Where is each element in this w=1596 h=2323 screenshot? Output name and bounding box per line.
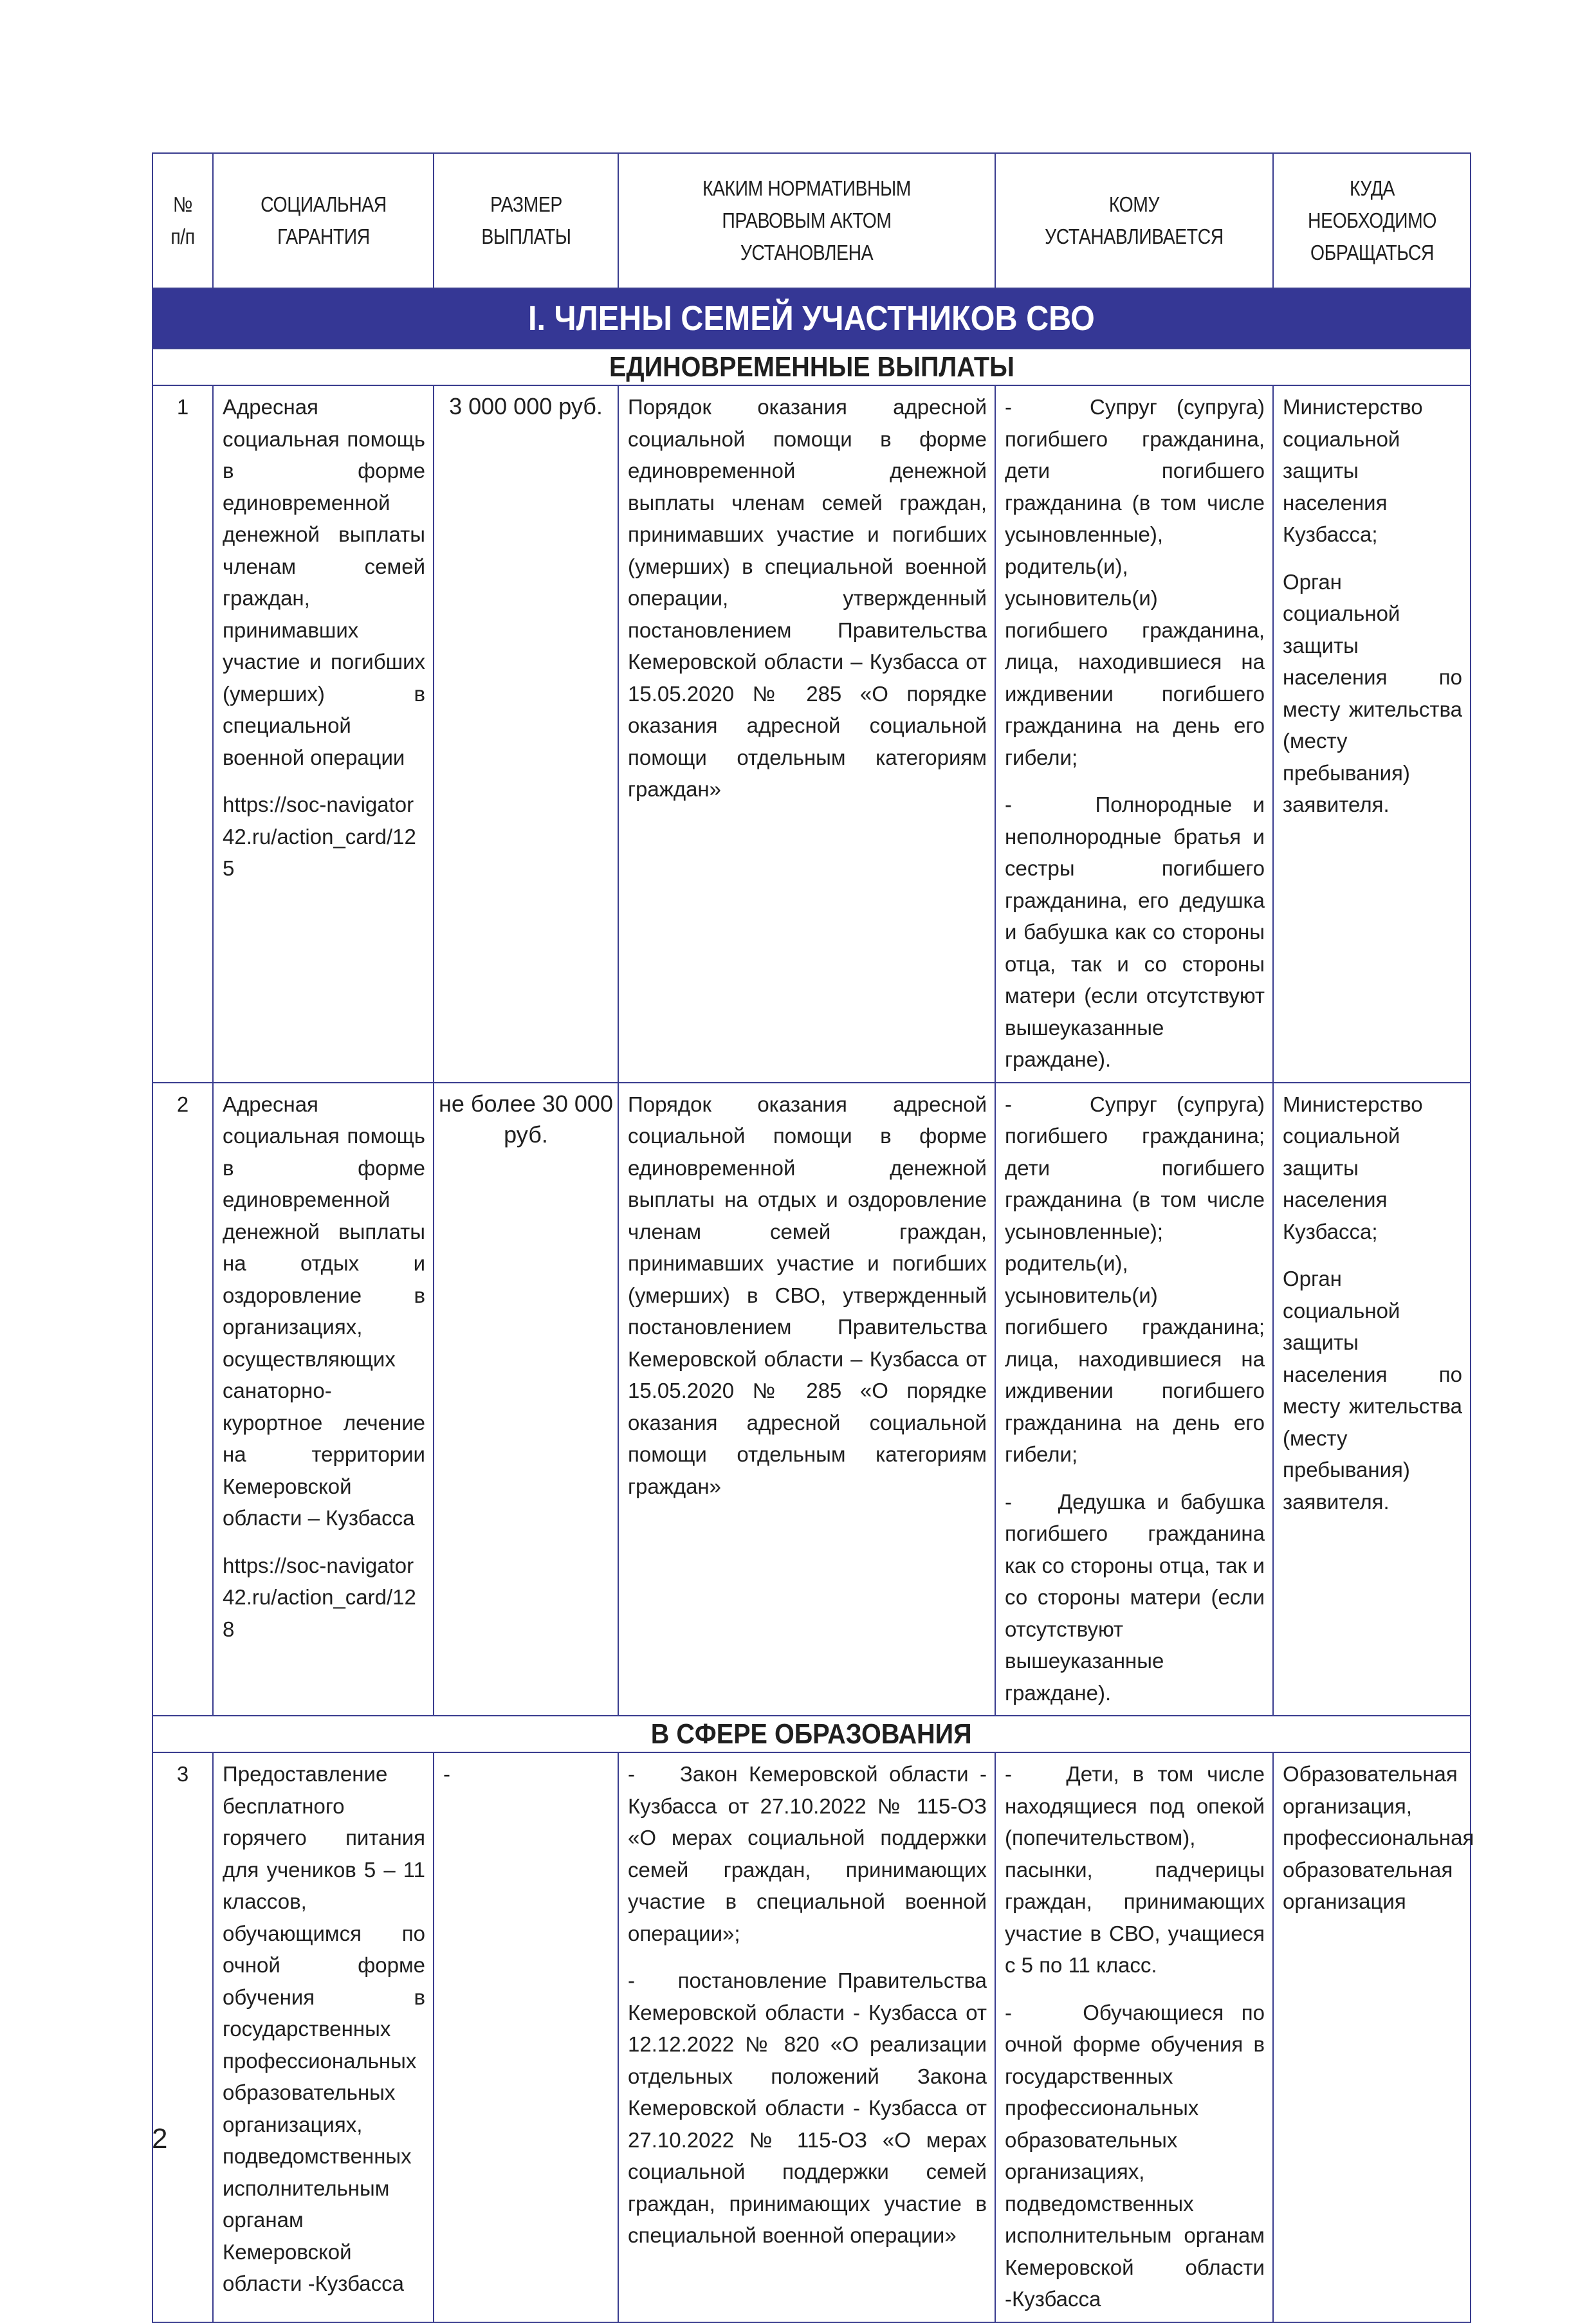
whom-item: - Полнородные и неполнородные братья и сестры погибшего гражданина, его дедушка и бабушка как со стороны отца, так и со стороны матери (если отсутствуют вышеуказанные граждане). [1005, 793, 1265, 1071]
subsection-title-education: В СФЕРЕ ОБРАЗОВАНИЯ [152, 1716, 1471, 1752]
whom-cell [995, 1083, 1273, 1716]
header-guarantee: СОЦИАЛЬНАЯ ГАРАНТИЯ [213, 153, 434, 288]
row-number: 3 [152, 1752, 213, 2322]
guarantee-cell [213, 385, 434, 1083]
table-row [152, 1752, 1471, 2322]
header-num: № п/п [152, 153, 213, 288]
where-cell [1273, 1083, 1471, 1716]
guarantee-text: Адресная социальная помощь в форме единовременной денежной выплаты членам семей граждан, принимавших участие и погибших (умерших) в специальной военной операции [223, 395, 425, 769]
guarantee-cell [213, 1083, 434, 1716]
header-whom: КОМУ УСТАНАВЛИВАЕТСЯ [995, 153, 1273, 288]
table-header-row [152, 153, 1471, 288]
table-row [152, 385, 1471, 1083]
act-text: Порядок оказания адресной социальной помощи в форме единовременной денежной выплаты на отдых и оздоровление членам семей граждан, принимавших участие и погибших (умерших) в СВО, утвержденный постановлением Правительства Кемеровской области – Кузбасса от 15.05.2020 № 285 «О порядке оказания адресной социальной помощи отдельным категориям граждан» [628, 1092, 987, 1498]
whom-item: - Обучающиеся по очной форме обучения в государственных профессиональных образовательных организациях, подведомственных исполнительным органам Кемеровской области -Кузбасса [1005, 2000, 1265, 2311]
whom-cell [995, 385, 1273, 1083]
page-number: 2 [152, 2123, 168, 2154]
where-item: Образовательная организация, профессиональная образовательная организация [1283, 1762, 1474, 1913]
subsection-row-lump-sum [152, 349, 1471, 385]
where-item: Министерство социальной защиты населения Кузбасса; [1283, 395, 1423, 546]
where-item: Орган социальной защиты населения по месту жительства (месту пребывания) заявителя. [1283, 569, 1462, 816]
act-cell [618, 1083, 995, 1716]
guarantee-link[interactable]: https://soc-navigator42.ru/action_card/128 [223, 1553, 416, 1641]
whom-cell [995, 1752, 1273, 2322]
subsection-row-education [152, 1716, 1471, 1752]
act-cell [618, 385, 995, 1083]
guarantee-text: Предоставление бесплатного горячего питания для учеников 5 – 11 классов, обучающимся по очной форме обучения в государственных профессиональных образовательных организациях, подведомственных исполнительным органам Кемеровской области -Кузбасса [223, 1762, 425, 2295]
amount-value: 3 000 000 руб. [434, 385, 618, 1083]
row-number: 2 [152, 1083, 213, 1716]
amount-value: не более 30 000 руб. [434, 1083, 618, 1716]
act-item: - постановление Правительства Кемеровской области - Кузбасса от 12.12.2022 № 820 «О реализации отдельных положений Закона Кемеровской области - Кузбасса от 27.10.2022 № 115-ОЗ «О мерах социальной поддержки семей граждан, принимающих участие в специальной военной операции» [628, 1969, 987, 2247]
whom-item: - Дети, в том числе находящиеся под опекой (попечительством), пасынки, падчерицы граждан, принимающих участие в СВО, учащиеся с 5 по 11 класс. [1005, 1762, 1265, 1977]
where-cell [1273, 385, 1471, 1083]
row-number: 1 [152, 385, 213, 1083]
whom-item: - Супруг (супруга) погибшего гражданина, дети погибшего гражданина (в том числе усыновленные), родитель(и), усыновитель(и) погибшего гражданина, лица, находившиеся на иждивении погибшего гражданина на день его гибели; [1005, 395, 1265, 769]
where-cell [1273, 1752, 1474, 2322]
table-row [152, 1083, 1471, 1716]
header-where: КУДА НЕОБХОДИМО ОБРАЩАТЬСЯ [1273, 153, 1471, 288]
whom-item: - Супруг (супруга) погибшего гражданина; дети погибшего гражданина (в том числе усыновленные); родитель(и), усыновитель(и) погибшего гражданина; лица, находившиеся на иждивении погибшего гражданина на день его гибели; [1005, 1092, 1265, 1466]
act-cell [618, 1752, 995, 2322]
whom-item: - Дедушка и бабушка погибшего гражданина как со стороны отца, так и со стороны матери (если отсутствуют вышеуказанные граждане). [1005, 1489, 1265, 1705]
header-act: КАКИМ НОРМАТИВНЫМ ПРАВОВЫМ АКТОМ УСТАНОВЛЕНА [618, 153, 995, 288]
act-item: - Закон Кемеровской области - Кузбасса от 27.10.2022 № 115-ОЗ «О мерах социальной поддержки семей граждан, принимающих участие в специальной военной операции»; [628, 1762, 987, 1945]
where-item: Министерство социальной защиты населения Кузбасса; [1283, 1092, 1423, 1244]
where-item: Орган социальной защиты населения по месту жительства (месту пребывания) заявителя. [1283, 1267, 1462, 1514]
guarantee-text: Адресная социальная помощь в форме единовременной денежной выплаты на отдых и оздоровление в организациях, осуществляющих санаторно-курортное лечение на территории Кемеровской области – Кузбасса [223, 1092, 425, 1530]
guarantee-link[interactable]: https://soc-navigator42.ru/action_card/125 [223, 793, 416, 880]
header-amount: РАЗМЕР ВЫПЛАТЫ [434, 153, 618, 288]
amount-value: - [434, 1752, 618, 2322]
section-title-row [152, 288, 1471, 349]
subsection-title-lump-sum: ЕДИНОВРЕМЕННЫЕ ВЫПЛАТЫ [152, 349, 1471, 385]
social-guarantees-table [152, 152, 1474, 2323]
section-title: I. ЧЛЕНЫ СЕМЕЙ УЧАСТНИКОВ СВО [152, 288, 1471, 349]
act-text: Порядок оказания адресной социальной помощи в форме единовременной денежной выплаты членам семей граждан, принимавших участие и погибших (умерших) в специальной военной операции, утвержденный постановлением Правительства Кемеровской области – Кузбасса от 15.05.2020 № 285 «О порядке оказания адресной социальной помощи отдельным категориям граждан» [628, 395, 987, 801]
guarantee-cell [213, 1752, 434, 2322]
